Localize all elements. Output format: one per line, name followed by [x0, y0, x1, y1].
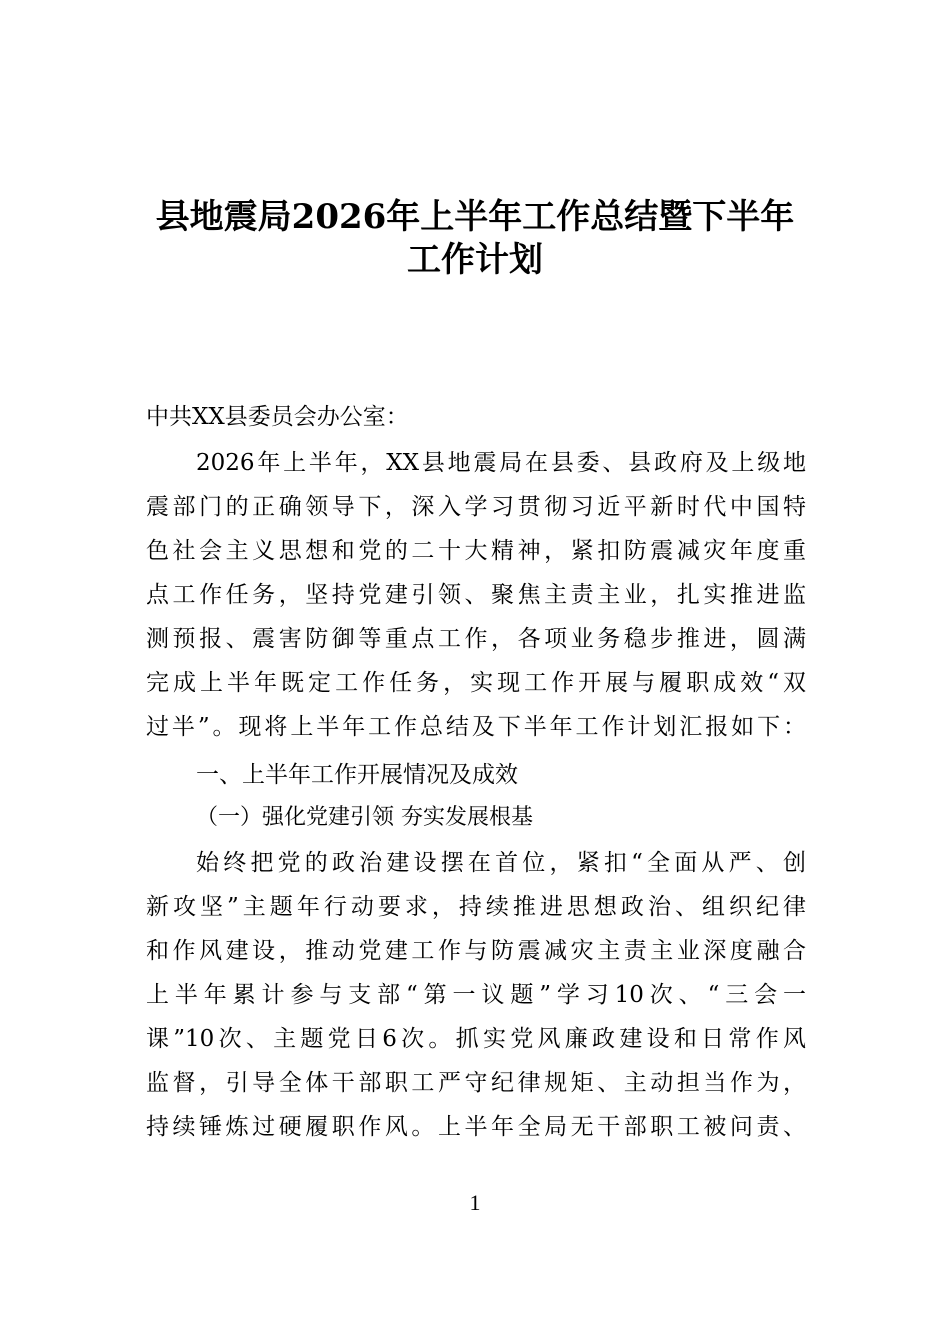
subsection-heading: （一）强化党建引领 夯实发展根基 — [196, 805, 533, 830]
salutation: 中共XX县委员会办公室： — [146, 404, 409, 430]
intro-line: 震部门的正确领导下，深入学习贯彻习近平新时代中国特 — [146, 494, 806, 520]
intro-line: 色社会主义思想和党的二十大精神，紧扣防震减灾年度重 — [146, 538, 806, 564]
body-line: 上半年累计参与支部“第一议题”学习10次、“三会一 — [146, 982, 806, 1008]
body-line: 课”10次、主题党日6次。抓实党风廉政建设和日常作风 — [146, 1026, 806, 1052]
intro-line: 点工作任务，坚持党建引领、聚焦主责主业，扎实推进监 — [146, 582, 806, 608]
intro-line: 测预报、震害防御等重点工作，各项业务稳步推进，圆满 — [146, 626, 806, 652]
intro-line: 过半”。现将上半年工作总结及下半年工作计划汇报如下： — [146, 714, 806, 740]
document-title-line-2: 工作计划 — [407, 240, 543, 280]
body-line: 新攻坚”主题年行动要求，持续推进思想政治、组织纪律 — [146, 894, 806, 920]
body-line: 监督，引导全体干部职工严守纪律规矩、主动担当作为， — [146, 1070, 806, 1096]
body-line: 和作风建设，推动党建工作与防震减灾主责主业深度融合 — [146, 938, 806, 964]
page-number: 1 — [469, 1190, 481, 1215]
section-heading: 一、上半年工作开展情况及成效 — [196, 762, 518, 788]
intro-line: 完成上半年既定工作任务，实现工作开展与履职成效“双 — [146, 670, 806, 696]
intro-line: 2026年上半年，XX县地震局在县委、县政府及上级地 — [196, 450, 806, 476]
body-line: 始终把党的政治建设摆在首位，紧扣“全面从严、创 — [196, 850, 806, 876]
body-line: 持续锤炼过硬履职作风。上半年全局无干部职工被问责、 — [146, 1114, 806, 1140]
document-title-line-1: 县地震局2026年上半年工作总结暨下半年 — [155, 197, 795, 237]
